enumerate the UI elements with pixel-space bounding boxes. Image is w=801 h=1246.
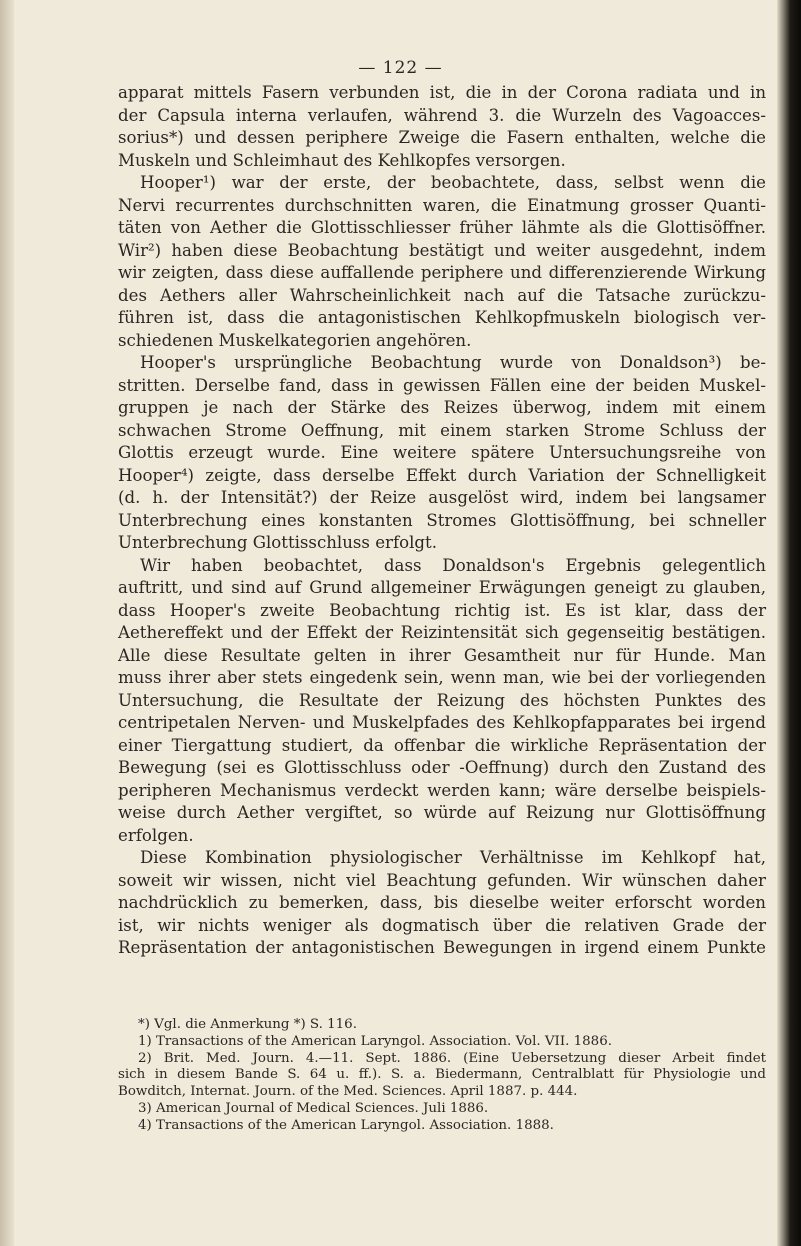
text-line: Hooper¹) war der erste, der beobachtete, dass, selbst wenn die (140, 173, 766, 192)
book-spine-shadow (777, 0, 801, 1246)
text-line: dass Hooper's zweite Beobachtung richtig ist. Es ist klar, dass der (118, 600, 766, 620)
text-line: Aethereffekt und der Effekt der Reizintensität sich gegenseitig bestätigen. (118, 623, 766, 642)
text-line: Bewegung (sei es Glottisschluss oder -Oeffnung) durch den Zustand des (118, 758, 766, 777)
text-line: Untersuchung, die Resultate der Reizung des höchsten Punktes des (118, 690, 766, 710)
text-line: Unterbrechung eines konstanten Stromes Glottisöffnung, bei schneller (118, 510, 766, 530)
text-line: schiedenen Muskelkategorien angehören. (118, 330, 472, 350)
text-line: erfolgen. (118, 825, 194, 845)
footnote-line: 3) American Journal of Medical Sciences. Juli 1886. (138, 1100, 489, 1116)
text-line: peripheren Mechanismus verdeckt werden kann; wäre derselbe beispiels- (118, 780, 766, 800)
text-line: Hooper⁴) zeigte, dass derselbe Effekt durch Variation der Schnelligkeit (118, 465, 766, 485)
text-line: sorius*) und dessen periphere Zweige die Fasern enthalten, welche die (118, 128, 766, 147)
text-line: soweit wir wissen, nicht viel Beachtung gefunden. Wir wünschen daher (118, 870, 766, 890)
text-line: Alle diese Resultate gelten in ihrer Gesamtheit nur für Hunde. Man (118, 645, 766, 665)
body-text (118, 82, 766, 960)
footnote-line: 1) Transactions of the American Laryngol. Association. Vol. VII. 1886. (138, 1033, 612, 1049)
text-line: Unterbrechung Glottisschluss erfolgt. (118, 533, 437, 552)
footnote-line: 4) Transactions of the American Laryngol. Association. 1888. (138, 1117, 554, 1133)
text-line: stritten. Derselbe fand, dass in gewissen Fällen eine der beiden Muskel- (118, 375, 766, 395)
text-line: täten von Aether die Glottisschliesser früher lähmte als die Glottisöffner. (118, 218, 766, 237)
text-line: Glottis erzeugt wurde. Eine weitere spätere Untersuchungsreihe von (118, 443, 766, 462)
text-line: ist, wir nichts weniger als dogmatisch über die relativen Grade der (118, 915, 766, 935)
text-line: führen ist, dass die antagonistischen Kehlkopfmuskeln biologisch ver- (118, 308, 766, 327)
text-line: Repräsentation der antagonistischen Bewegungen in irgend einem Punkte (118, 938, 766, 957)
text-line: Hooper's ursprüngliche Beobachtung wurde von Donaldson³) be- (140, 353, 766, 372)
text-line: apparat mittels Fasern verbunden ist, die in der Corona radiata und in (118, 83, 766, 102)
text-line: Diese Kombination physiologischer Verhältnisse im Kehlkopf hat, (140, 848, 766, 867)
text-line: centripetalen Nerven- und Muskelpfades des Kehlkopfapparates bei irgend (118, 713, 766, 732)
footnote-line: 2) Brit. Med. Journ. 4.—11. Sept. 1886. (Eine Uebersetzung dieser Arbeit findet (138, 1050, 766, 1066)
text-line: Nervi recurrentes durchschnitten waren, die Einatmung grosser Quanti- (118, 195, 766, 215)
text-line: der Capsula interna verlaufen, während 3. die Wurzeln des Vagoacces- (118, 105, 766, 125)
text-line: einer Tiergattung studiert, da offenbar die wirkliche Repräsentation der (118, 735, 766, 755)
text-line: gruppen je nach der Stärke des Reizes überwog, indem mit einem (118, 398, 766, 417)
footnote-line: sich in diesem Bande S. 64 u. ff.). S. a. Biedermann, Centralblatt für Physiologie und (118, 1067, 766, 1083)
page-edge-left (0, 0, 14, 1246)
page-number: — 122 — (358, 58, 443, 78)
text-line: Wir²) haben diese Beobachtung bestätigt und weiter ausgedehnt, indem (118, 240, 766, 260)
text-line: wir zeigten, dass diese auffallende periphere und differenzierende Wirkung (118, 263, 766, 282)
text-line: auftritt, und sind auf Grund allgemeiner Erwägungen geneigt zu glauben, (118, 578, 766, 597)
text-line: Wir haben beobachtet, dass Donaldson's Ergebnis gelegentlich (140, 555, 766, 575)
text-line: (d. h. der Intensität?) der Reize ausgelöst wird, indem bei langsamer (118, 488, 766, 507)
footnotes (118, 1013, 766, 1135)
text-line: muss ihrer aber stets eingedenk sein, wenn man, wie bei der vorliegenden (118, 668, 766, 687)
text-line: des Aethers aller Wahrscheinlichkeit nach auf die Tatsache zurückzu- (118, 285, 766, 305)
text-line: weise durch Aether vergiftet, so würde auf Reizung nur Glottisöffnung (118, 803, 766, 822)
text-line: Muskeln und Schleimhaut des Kehlkopfes versorgen. (118, 150, 566, 170)
text-line: schwachen Strome Oeffnung, mit einem starken Strome Schluss der (118, 420, 766, 440)
footnote-line: *) Vgl. die Anmerkung *) S. 116. (138, 1017, 357, 1032)
text-line: nachdrücklich zu bemerken, dass, bis dieselbe weiter erforscht worden (118, 893, 766, 912)
footnote-line: Bowditch, Internat. Journ. of the Med. Sciences. April 1887. p. 444. (118, 1084, 578, 1100)
